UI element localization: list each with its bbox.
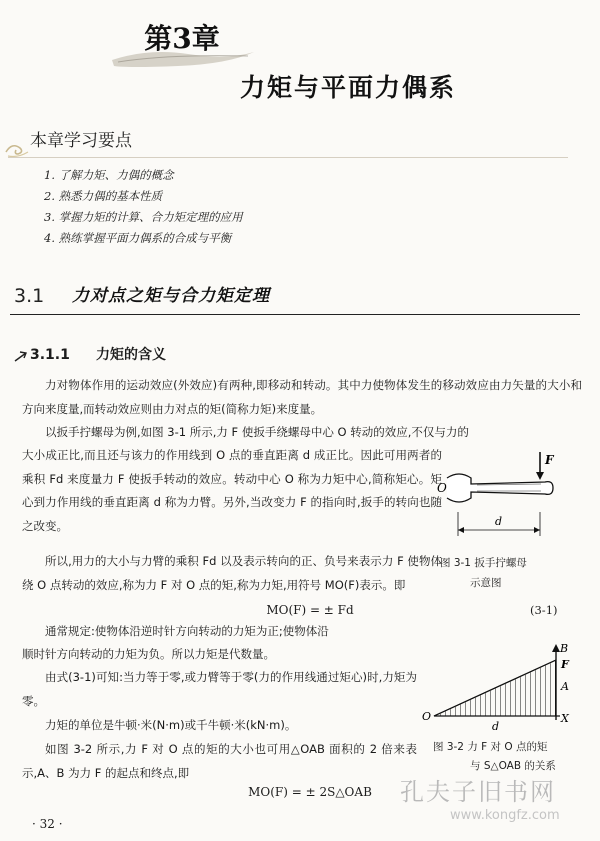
key-point-item: 3. 掌握力矩的计算、合力矩定理的应用	[44, 210, 243, 224]
equation-number: (3-1)	[530, 603, 558, 617]
section-divider	[10, 314, 580, 315]
key-points-heading: 本章学习要点	[30, 131, 132, 151]
label-B: B	[560, 642, 569, 655]
subsection-arrow-icon	[14, 349, 28, 363]
force-arrowhead	[536, 472, 544, 480]
key-point-item: 4. 熟练掌握平面力偶系的合成与平衡	[44, 231, 232, 245]
figure-caption: 示意图	[470, 577, 502, 589]
body-paragraph: 所以,用力的大小与力臂的乘积 Fd 以及表示转向的正、负号来表示力 F 使物体绕 O 点转动的效应,称为力 F 对 O 点的矩,称为力矩,用符号 MO(F)表示。即	[22, 554, 442, 592]
body-paragraph: 力对物体作用的运动效应(外效应)有两种,即移动和转动。其中力使物体发生的移动效应由力矢量的大小和方向来度量,而转动效应则由力对点的矩(简称力矩)来度量。	[22, 378, 582, 416]
label-O: O	[437, 481, 447, 495]
wrench-figure	[435, 450, 590, 550]
body-paragraph: 大小成正比,而且还与该力的作用线到 O 点的垂直距离 d 成正比。因此可用两者的乘积 Fd 来度量力 F 使扳手转动的效应。转动中心 O 称为力矩中心,简称矩心。矩心到力作用线的垂直距离 d 称为力臂。另外,当改变力 F 的指向时,扳手的转向也随之改变。	[22, 448, 442, 533]
triangle-oab-figure	[420, 640, 590, 735]
subsection-title: 力矩的含义	[96, 347, 166, 363]
label-F: F	[545, 453, 554, 467]
key-points-divider	[8, 157, 568, 158]
subsection-number: 3.1.1	[30, 347, 70, 363]
body-paragraph: 力矩的单位是牛顿·米(N·m)或千牛顿·米(kN·m)。	[45, 718, 297, 732]
body-paragraph: 顺时针方向转动的力矩为负。所以力矩是代数量。	[22, 647, 275, 661]
formula-area: MO(F) = ± 2S△OAB	[248, 785, 372, 799]
section-title: 力对点之矩与合力矩定理	[72, 286, 270, 306]
label-d: d	[495, 515, 503, 528]
body-paragraph: 如图 3-2 所示,力 F 对 O 点的矩的大小也可用△OAB 面积的 2 倍来表示,A、B 为力 F 的起点和终点,即	[22, 742, 417, 780]
label-O: O	[422, 710, 432, 723]
page-number: · 32 ·	[32, 817, 63, 831]
watermark-text: 孔夫子旧书网	[400, 778, 556, 806]
figure-caption: 图 3-2 力 F 对 O 点的矩	[433, 741, 548, 753]
chapter-label: 第3章	[144, 22, 220, 55]
figure-caption: 与 S△OAB 的关系	[470, 760, 556, 772]
body-paragraph: 通常规定:使物体沿逆时针方向转动的力矩为正;使物体沿	[45, 624, 329, 638]
label-A: A	[561, 680, 569, 693]
body-paragraph: 由式(3-1)可知:当力等于零,或力臂等于零(力的作用线通过矩心)时,力矩为零。	[22, 670, 417, 708]
label-X: X	[561, 712, 569, 725]
figure-caption: 图 3-1 扳手拧螺母	[440, 557, 527, 569]
key-point-item: 1. 了解力矩、力偶的概念	[44, 168, 174, 182]
label-d: d	[492, 720, 500, 733]
key-point-item: 2. 熟悉力偶的基本性质	[44, 189, 163, 203]
watermark-url: www.kongfz.com	[450, 808, 560, 823]
key-points-list	[44, 165, 544, 249]
label-F: F	[561, 658, 569, 671]
wrench-handle	[447, 474, 553, 502]
section-number: 3.1	[14, 285, 45, 307]
chapter-title: 力矩与平面力偶系	[240, 73, 457, 102]
body-paragraph: 以扳手拧螺母为例,如图 3-1 所示,力 F 使扳手绕螺母中心 O 转动的效应,不仅与力的	[45, 425, 469, 439]
formula-moment: MO(F) = ± Fd	[266, 603, 354, 617]
